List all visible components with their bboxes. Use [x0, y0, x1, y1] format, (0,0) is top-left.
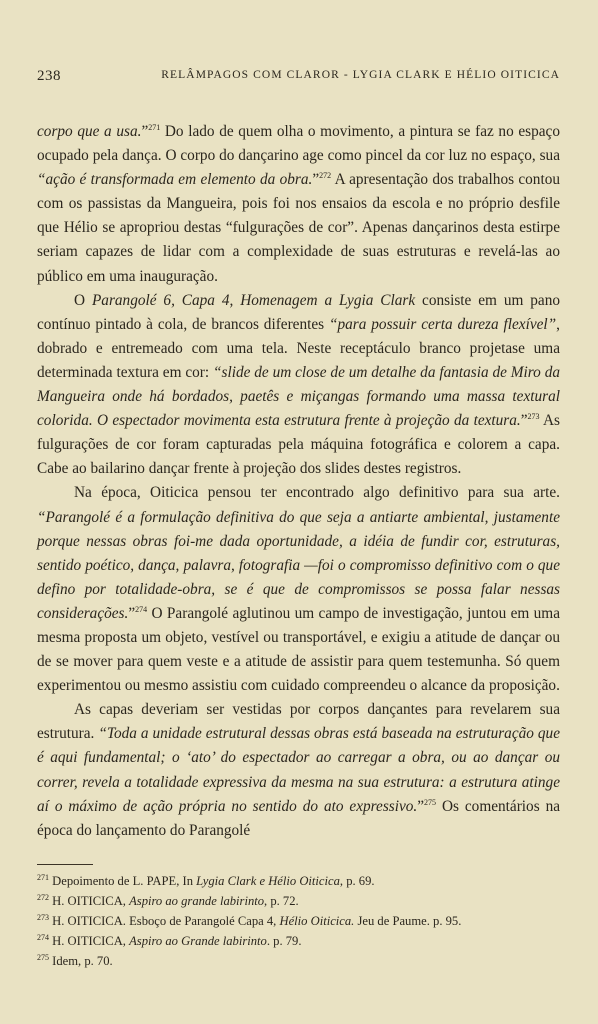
italic-text: Hélio Oiticica. [279, 914, 355, 928]
italic-text: Lygia Clark e Hélio Oiticica [196, 874, 340, 888]
text-run: As capas deveriam ser vestidas por corpos dançantes para revelarem sua estrutura. [37, 701, 560, 743]
text-run: A apresentação dos trabalhos contou com os passistas da Mangueira, pois foi nos ensaios da escola e no próprio desfile que Hélio se apropriou destas “fulgurações de cor”. Apenas dançarinos desta estirpe seriam capazes de lidar com a complexidade de suas estruturas e revelá-las ao público em uma inauguração. [37, 171, 560, 285]
text-run: , p. 69. [339, 874, 375, 888]
text-run: ” [312, 171, 320, 189]
text-run: ” [128, 604, 136, 622]
text-run: Na época, Oiticica pensou ter encontrado algo definitivo para sua arte. [74, 484, 560, 502]
italic-text: Aspiro ao Grande labirinto [129, 934, 267, 948]
text-run: Os comentários na época do lançamento do Parangolé [37, 797, 561, 839]
footnote-number: 273 [37, 912, 49, 922]
footnote-ref: 273 [527, 412, 540, 422]
text-run: consiste em um pano contínuo pintado à cola, de brancos diferentes [37, 291, 560, 333]
footnote-ref: 275 [424, 797, 437, 807]
text-run: , dobrado e entremeado com uma tela. Neste receptáculo branco projetase uma determinada textura em cor: [37, 315, 560, 381]
footnote [37, 911, 560, 931]
footnote-number: 275 [37, 952, 49, 962]
text-run: O [74, 291, 92, 309]
text-run: Do lado de quem olha o movimento, a pintura se faz no espaço ocupado pela dança. O corpo do dançarino age como pincel da cor luz no espaço, sua [37, 123, 560, 165]
italic-text: Aspiro ao grande labirinto [129, 894, 265, 908]
text-run: ” [520, 412, 528, 430]
italic-text: “slide de um close de um detalhe da fantasia de Miro da Mangueira onde há bordados, paetês e miçangas formando uma massa textural colorida. O espectador movimenta esta estrutura frente à projeção da textura. [37, 363, 560, 430]
text-run: ” [141, 123, 149, 140]
text-run: , p. 72. [264, 894, 299, 908]
footnote-ref: 271 [148, 122, 161, 132]
body-text [37, 120, 560, 843]
text-run: H. OITICICA. Esboço de Parangolé Capa 4, [49, 914, 280, 928]
running-title: RELÂMPAGOS COM CLAROR - LYGIA CLARK E HÉLIO OITICICA [161, 69, 560, 81]
italic-text: “para possuir certa dureza flexível” [329, 315, 557, 333]
footnote [37, 931, 560, 951]
paragraph [37, 289, 560, 482]
italic-text: Parangolé 6, Capa 4, Homenagem a Lygia Clark [91, 291, 416, 309]
italic-text: “Parangolé é a formulação definitiva do que seja a antiarte ambiental, justamente porque nessas obras foi-me dada oportunidade, a idéia de fundir cor, estruturas, sentido poético, dança, palavra, fotografia —foi o compromisso definitivo com o que defino por totalidade-obra, se é que de compromissos se possa falar nessas considerações. [37, 508, 560, 622]
footnotes [37, 871, 560, 971]
text-run: H. OITICICA, [49, 934, 130, 948]
footnote-number: 271 [37, 872, 49, 882]
text-run: Idem, p. 70. [49, 954, 113, 968]
italic-text: corpo que a usa. [37, 123, 142, 140]
footnote-separator [37, 864, 93, 865]
footnote [37, 871, 560, 891]
footnote [37, 891, 560, 911]
paragraph [37, 481, 560, 698]
italic-text: “ação é transformada em elemento da obra. [37, 171, 313, 189]
text-run: Depoimento de L. PAPE, In [49, 874, 197, 888]
text-run: As fulgurações de cor foram capturadas pela máquina fotográfica e colorem a capa. Cabe ao bailarino dançar frente à projeção dos slides destes registros. [37, 412, 560, 478]
text-run: Jeu de Paume. p. 95. [354, 914, 462, 928]
text-run: ” [417, 797, 425, 815]
italic-text: “Toda a unidade estrutural dessas obras está baseada na estruturação que é aqui fundamental; o ‘ato’ do espectador ao carregar a obra, ou ao dançar ou correr, revela a totalidade expressiva da mesma na sua estrutura: a estrutura atinge aí o máximo de ação própria no sentido do ato expressivo. [37, 725, 560, 815]
footnote-number: 274 [37, 932, 49, 942]
paragraph [37, 698, 560, 843]
text-run: H. OITICICA, [49, 894, 130, 908]
page-header [37, 68, 560, 88]
footnote-ref: 272 [319, 171, 332, 181]
text-run: . p. 79. [266, 934, 302, 948]
footnote-number: 272 [37, 892, 49, 902]
text-run: O Parangolé aglutinou um campo de investigação, juntou em uma mesma proposta um objeto, vestível ou transportável, e exigiu a atitude de dançar ou de se mover para quem veste e a atitude de assistir para quem testemunha. Só quem experimentou ou mesmo assistiu com cuidado compreendeu o alcance da proposição. [37, 604, 560, 695]
footnote [37, 951, 560, 971]
footnote-ref: 274 [135, 604, 148, 614]
paragraph [37, 120, 560, 289]
page-number: 238 [37, 68, 61, 84]
